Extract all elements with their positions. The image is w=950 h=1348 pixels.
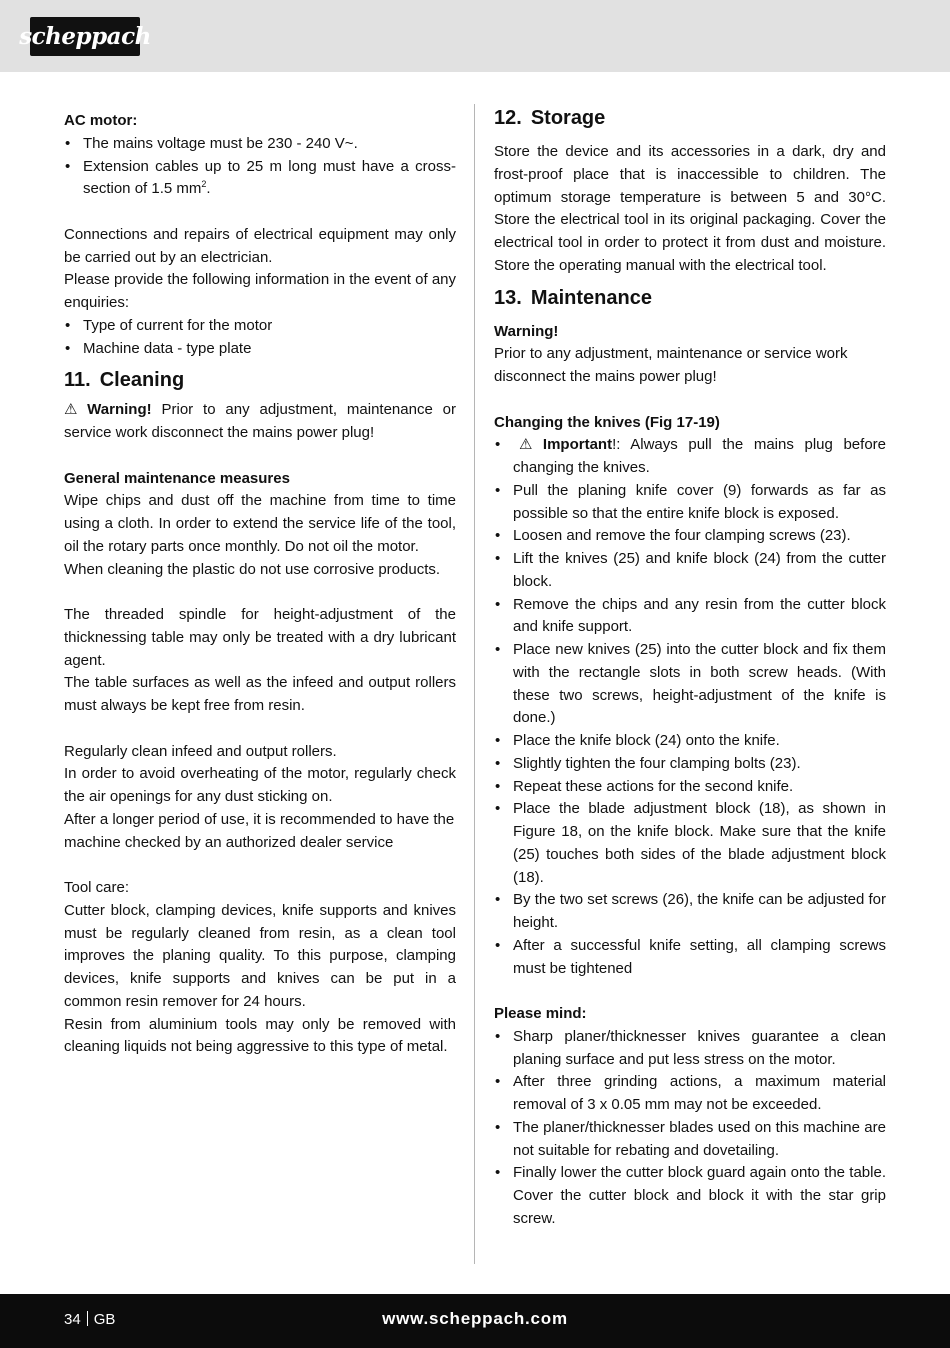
warning-triangle-icon: ⚠ <box>519 436 539 454</box>
maintenance-warning-text: Prior to any adjustment, maintenance or service work disconnect the mains power plug! <box>494 345 848 385</box>
section-number: 12. <box>494 107 522 129</box>
please-mind-heading: Please mind: <box>494 1005 587 1022</box>
section-heading-maintenance <box>494 278 886 317</box>
superscript: 2 <box>201 179 207 190</box>
warning-text: Prior to any adjustment, maintenance or service work disconnect the mains power plug! <box>64 401 457 441</box>
section-number: 11. <box>64 369 91 392</box>
list-item: • Place the knife block (24) onto the knife. <box>494 730 886 753</box>
list-item: • Remove the chips and any resin from the cutter block and knife support. <box>494 594 886 640</box>
warning-label: Warning! <box>87 401 152 419</box>
connections-paragraph: Connections and repairs of electrical equipment may only be carried out by an electrician. <box>64 225 456 266</box>
paragraph: Wipe chips and dust off the machine from time to time using a cloth. In order to extend the service life of the tool, oil the rotary parts once monthly. Do not oil the motor. <box>64 492 456 555</box>
paragraph: In order to avoid overheating of the motor, regularly check the air openings for any dust sticking on. <box>64 765 456 805</box>
footer-band <box>0 1294 950 1348</box>
important-label: Important <box>542 436 613 454</box>
list-item: • Finally lower the cutter block guard again onto the table. Cover the cutter block and block it with the star grip screw. <box>494 1162 886 1230</box>
changing-knives-heading: Changing the knives (Fig 17-19) <box>494 413 720 431</box>
list-item <box>64 156 456 202</box>
general-maintenance-heading: General maintenance measures <box>64 469 290 487</box>
list-item: • Pull the planing knife cover (9) forwards as far as possible so that the entire knife block is exposed. <box>494 480 886 526</box>
paragraph: Resin from aluminium tools may only be removed with cleaning liquids not being aggressive to this type of metal. <box>64 1015 456 1056</box>
section-title: Cleaning <box>99 369 185 392</box>
list-item: • Type of current for the motor <box>64 315 456 338</box>
paragraph: When cleaning the plastic do not use corrosive products. <box>64 560 441 578</box>
ac-motor-list <box>64 133 456 201</box>
section-heading-cleaning <box>64 360 456 399</box>
list-item: • After a successful knife setting, all clamping screws must be tightened <box>494 935 886 981</box>
please-mind-list <box>494 1026 886 1231</box>
list-item <box>494 434 886 480</box>
section-title: Maintenance <box>530 286 652 309</box>
scheppach-logo: scheppach <box>30 17 140 56</box>
section-number: 13. <box>494 286 522 309</box>
paragraph: The threaded spindle for height-adjustment of the thicknessing table may only be treated with a dry lubricant agent. <box>64 606 456 669</box>
list-item: • After three grinding actions, a maximum material removal of 3 x 0.05 mm may not be exceeded. <box>494 1071 886 1117</box>
tool-care-heading: Tool care: <box>64 879 130 896</box>
list-item: • By the two set screws (26), the knife can be adjusted for height. <box>494 889 886 935</box>
changing-knives-list <box>494 434 886 980</box>
column-divider <box>474 104 475 1264</box>
cleaning-warning <box>64 399 456 445</box>
list-item: • Loosen and remove the four clamping screws (23). <box>494 525 886 548</box>
warning-triangle-icon: ⚠ <box>64 401 84 419</box>
list-item: • Place the blade adjustment block (18), as shown in Figure 18, on the knife block. Make sure that the knife (25) touches both sides of the blade adjustment block (18). <box>494 798 886 889</box>
page-number: 34 <box>64 1311 81 1328</box>
list-item: • Repeat these actions for the second knife. <box>494 776 886 799</box>
list-item: • Machine data - type plate <box>64 338 456 361</box>
left-column <box>64 110 456 1059</box>
maintenance-warning-label: Warning! <box>494 322 559 340</box>
paragraph: The table surfaces as well as the infeed and output rollers must always be kept free from resin. <box>64 674 456 714</box>
list-item: • Slightly tighten the four clamping bolts (23). <box>494 753 886 776</box>
right-column <box>494 102 886 1231</box>
header-band <box>0 0 950 72</box>
list-item: • Sharp planer/thicknesser knives guarantee a clean planing surface and put less stress on the motor. <box>494 1026 886 1072</box>
enquiries-list <box>64 315 456 361</box>
ac-motor-heading: AC motor: <box>64 112 138 129</box>
section-title: Storage <box>530 107 606 129</box>
enquiries-paragraph: Please provide the following information in the event of any enquiries: <box>64 271 456 311</box>
language-code: GB <box>93 1311 116 1328</box>
section-heading-storage <box>494 102 886 137</box>
list-item: • The mains voltage must be 230 - 240 V~. <box>64 133 456 156</box>
list-item-end: . <box>206 180 211 198</box>
paragraph: Cutter block, clamping devices, knife supports and knives must be regularly cleaned from resin, as a clean tool improves the planing quality. To this purpose, clamping devices, knife supports and knives can be put in a common resin remover for 24 hours. <box>64 901 456 1010</box>
paragraph: Regularly clean infeed and output rollers. <box>64 742 337 760</box>
website-url: www.scheppach.com <box>382 1309 568 1328</box>
list-item: • The planer/thicknesser blades used on this machine are not suitable for rebating and dovetailing. <box>494 1117 886 1163</box>
list-item-text: Extension cables up to 25 m long must have a cross-section of 1.5 mm <box>83 157 456 198</box>
storage-paragraph: Store the device and its accessories in a dark, dry and frost-proof place that is inaccessible to children. The optimum storage temperature is between 5 and 30°C. Store the electrical tool in its original packaging. Cover the electrical tool in order to protect it from dust and moisture. Store the operating manual with the electrical tool. <box>494 143 886 274</box>
paragraph: After a longer period of use, it is recommended to have the machine checked by an authorized dealer service <box>64 810 455 851</box>
list-item: • Place new knives (25) into the cutter block and fix them with the rectangle slots in both screw heads. (With these two screws, height-adjustment of the knife is done.) <box>494 639 886 730</box>
important-text: !: Always pull the mains plug before changing the knives. <box>513 436 886 476</box>
list-item: • Lift the knives (25) and knife block (24) from the cutter block. <box>494 548 886 594</box>
